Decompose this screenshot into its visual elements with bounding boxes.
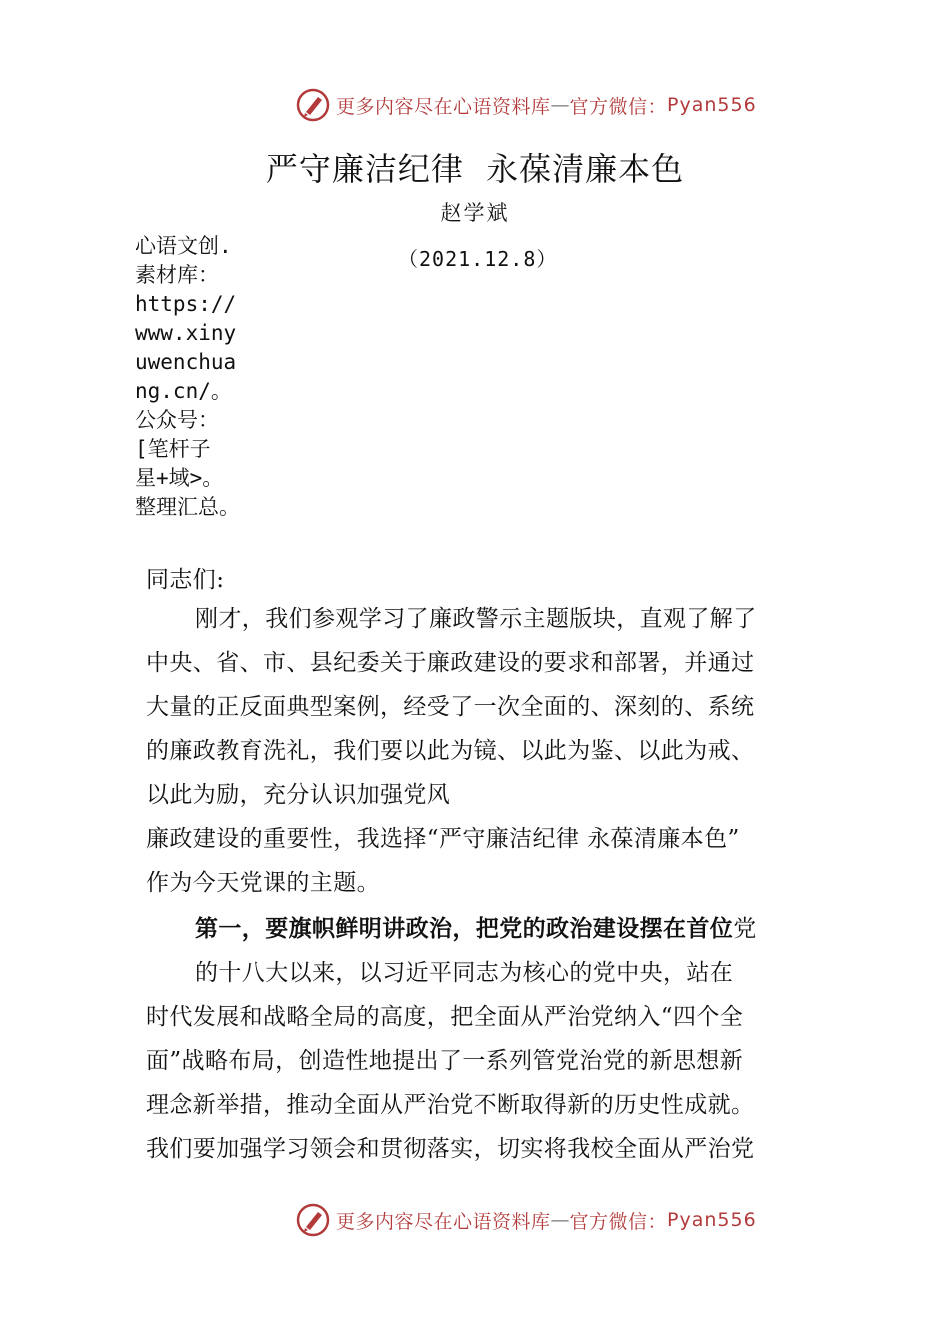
banner-text: 更多内容尽在心语资料库 bbox=[336, 95, 551, 118]
para2-line: 的十八大以来，以习近平同志为核心的党中央，站在 bbox=[195, 960, 734, 986]
side-note-line: 星+域>。 bbox=[135, 466, 224, 490]
side-note-line: https:// bbox=[135, 292, 237, 316]
side-note-line: ng.cn/。 bbox=[135, 379, 232, 403]
section1-heading: 第一，要旗帜鲜明讲政治，把党的政治建设摆在首位 bbox=[195, 915, 734, 942]
para2-line: 面”战略布局，创造性地提出了一系列管党治党的新思想新 bbox=[146, 1048, 744, 1074]
side-note-line: 整理汇总。 bbox=[135, 495, 240, 519]
banner-wechat-id: Pyan556 bbox=[667, 94, 757, 116]
para2-line: 我们要加强学习领会和贯彻落实，切实将我校全面从严治党 bbox=[146, 1136, 755, 1162]
document-author: 赵学斌 bbox=[440, 201, 510, 225]
section1-heading-tail: 党 bbox=[733, 916, 757, 942]
banner-wechat-label: 官方微信： bbox=[569, 1210, 668, 1233]
top-banner bbox=[296, 87, 757, 123]
side-note-line: www.xiny bbox=[135, 321, 237, 345]
document-title: 严守廉洁纪律 永葆清廉本色 bbox=[265, 150, 685, 188]
banner-separator: — bbox=[550, 94, 570, 116]
pen-seal-logo-icon bbox=[296, 88, 330, 122]
para1-line: 刚才，我们参观学习了廉政警示主题版块，直观了解了 bbox=[195, 606, 757, 632]
para2-line: 时代发展和战略全局的高度，把全面从严治党纳入“四个全 bbox=[146, 1004, 744, 1030]
para1-line: 廉政建设的重要性，我选择“严守廉洁纪律 永葆清廉本色” bbox=[146, 826, 740, 852]
side-note-line: 心语文创. bbox=[135, 234, 232, 258]
bottom-banner bbox=[296, 1202, 757, 1238]
para1-line: 以此为励，充分认识加强党风 bbox=[146, 782, 451, 808]
document-date: （2021.12.8） bbox=[398, 247, 558, 271]
side-note-line: [笔杆子 bbox=[135, 437, 211, 461]
side-note bbox=[135, 232, 257, 522]
para2-line: 理念新举措，推动全面从严治党不断取得新的历史性成就。 bbox=[146, 1092, 755, 1118]
banner-wechat-label: 官方微信： bbox=[569, 95, 668, 118]
para1-line: 的廉政教育洗礼，我们要以此为镜、以此为鉴、以此为戒、 bbox=[146, 738, 755, 764]
banner-separator: — bbox=[550, 1209, 570, 1231]
side-note-line: 素材库： bbox=[135, 263, 219, 287]
banner-text: 更多内容尽在心语资料库 bbox=[336, 1210, 551, 1233]
para1-line: 大量的正反面典型案例，经受了一次全面的、深刻的、系统 bbox=[146, 694, 755, 720]
banner-wechat-id: Pyan556 bbox=[667, 1209, 757, 1231]
para1-line: 作为今天党课的主题。 bbox=[146, 870, 380, 896]
side-note-line: uwenchua bbox=[135, 350, 237, 374]
pen-seal-logo-icon bbox=[296, 1203, 330, 1237]
section1-heading-line bbox=[195, 910, 757, 943]
side-note-line: 公众号： bbox=[135, 408, 219, 432]
salutation: 同志们: bbox=[146, 567, 225, 593]
para1-line: 中央、省、市、县纪委关于廉政建设的要求和部署，并通过 bbox=[146, 650, 755, 676]
